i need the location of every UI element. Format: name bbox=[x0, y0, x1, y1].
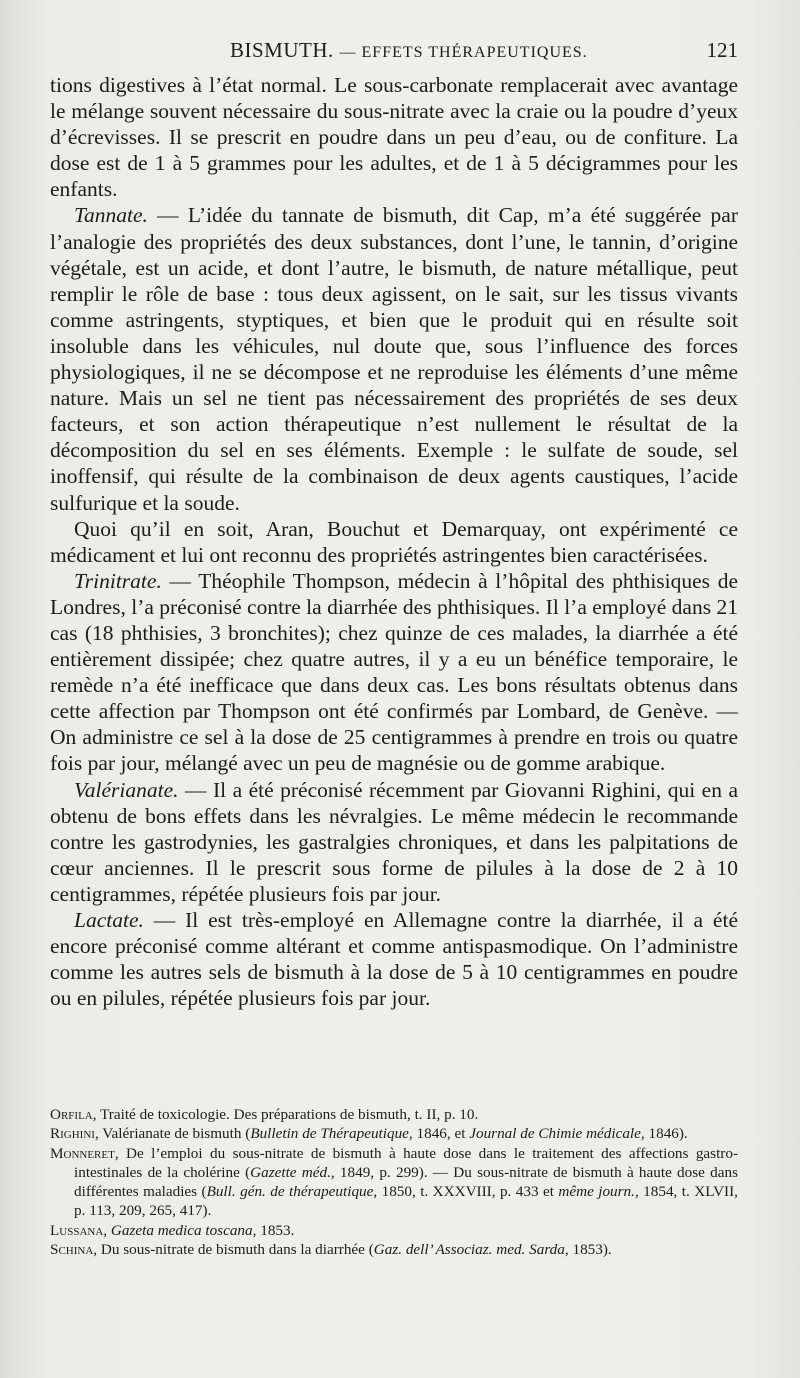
running-head-title: BISMUTH. bbox=[230, 38, 334, 62]
section-lead-trinitrate: Trinitrate. bbox=[74, 568, 162, 593]
reference-righini: Righini, Valérianate de bismuth (Bulletin de Thérapeutique, 1846, et Journal de Chimie médicale, 1846). bbox=[50, 1125, 688, 1143]
paragraph-lactate: Lactate. — Il est très-employé en Allemagne contre la diarrhée, il a été encore préconisé comme altérant et comme antispasmodique. On l’administre comme les autres sels de bismuth à la dose de 5 à 10 centigrammes en poudre ou en pilules, répétée plusieurs fois par jour. bbox=[50, 908, 738, 1011]
bibliography bbox=[50, 1105, 738, 1259]
running-head-subtitle: — EFFETS THÉRAPEUTIQUES. bbox=[339, 44, 588, 61]
paragraph-experiments: Quoi qu’il en soit, Aran, Bouchut et Demarquay, ont expérimenté ce médicament et lui ont reconnu des propriétés astringentes bien caractérisées. bbox=[50, 516, 738, 567]
section-lead-lactate: Lactate. bbox=[74, 908, 144, 932]
section-lead-valerianate: Valérianate. bbox=[74, 777, 179, 802]
page-number: 121 bbox=[706, 38, 738, 62]
paragraph-continuation: tions digestives à l’état normal. Le sous-carbonate remplacerait avec avantage le mélange souvent nécessaire du sous-nitrate avec la craie ou la poudre d’yeux d’écrevisses. Il se prescrit en poudre dans un peu d’eau, ou de confiture. La dose est de 1 à 5 grammes pour les adultes, et de 1 à 5 décigrammes pour les enfants. bbox=[50, 73, 738, 202]
paragraph-trinitrate: Trinitrate. — Théophile Thompson, médecin à l’hôpital des phthisiques de Londres, l’a préconisé contre la diarrhée des phthisiques. Il l’a employé dans 21 cas (18 phthisies, 3 bronchites); chez quinze de ces malades, la diarrhée a été entièrement dissipée; chez quatre autres, il y a eu un bénéfice temporaire, le remède n’a été inefficace que dans deux cas. Les bons résultats obtenus dans cette affection par Thompson ont été confirmés par Lombard, de Genève. — On administre ce sel à la dose de 25 centigrammes à prendre en trois ou quatre fois par jour, mélangé avec un peu de magnésie ou de gomme arabique. bbox=[50, 568, 738, 776]
reference-orfila: Orfila, Traité de toxicologie. Des préparations de bismuth, t. II, p. 10. bbox=[50, 1106, 479, 1123]
page-header bbox=[50, 38, 738, 68]
running-head bbox=[230, 38, 588, 63]
paragraph-valerianate: Valérianate. — Il a été préconisé récemment par Giovanni Righini, qui en a obtenu de bons effets dans les névralgies. Le même médecin le recommande contre les gastrodynies, les gastralgies chroniques, et dans les palpitations de cœur anciennes. Il le prescrit sous forme de pilules à la dose de 2 à 10 centigrammes, répétée plusieurs fois par jour. bbox=[50, 777, 738, 906]
paragraph-tannate: Tannate. — L’idée du tannate de bismuth, dit Cap, m’a été suggérée par l’analogie des propriétés des deux substances, dont l’une, le tannin, d’origine végétale, est un acide, et dont l’autre, le bismuth, de nature métallique, peut remplir le rôle de base : tous deux agissent, on le sait, sur les tissus vivants comme astringents, styptiques, et bien que le produit qui en résulte soit insoluble dans les véhicules, nul doute que, sous l’influence des forces physiologiques, il ne se décompose et ne reproduise les éléments d’une même nature. Mais un sel ne tient pas nécessairement des propriétés de ses deux facteurs, et son action thérapeutique n’est nullement le résultat de la décomposition du sel en ses éléments. Exemple : le sulfate de soude, sel inoffensif, qui résulte de la combinaison de deux agents caustiques, l’acide sulfurique et la soude. bbox=[50, 203, 738, 515]
section-lead-tannate: Tannate. bbox=[74, 203, 148, 228]
reference-lussana: Lussana, Gazeta medica toscana, 1853. bbox=[50, 1221, 295, 1239]
main-text bbox=[50, 72, 738, 1011]
reference-monneret: Monneret, De l’emploi du sous-nitrate de bismuth à haute dose dans le traitement des affections gastro-intestinales de la cholérine (Gazette méd., 1849, p. 299). — Du sous-nitrate de bismuth à haute dose dans différentes maladies (Bull. gén. de thérapeutique, 1850, t. XXXVIII, p. 433 et même journ., 1854, t. XLVII, p. 113, 209, 265, 417). bbox=[50, 1144, 738, 1220]
reference-schina: Schina, Du sous-nitrate de bismuth dans la diarrhée (Gaz. dell’ Associaz. med. Sarda, 1853). bbox=[50, 1241, 612, 1259]
